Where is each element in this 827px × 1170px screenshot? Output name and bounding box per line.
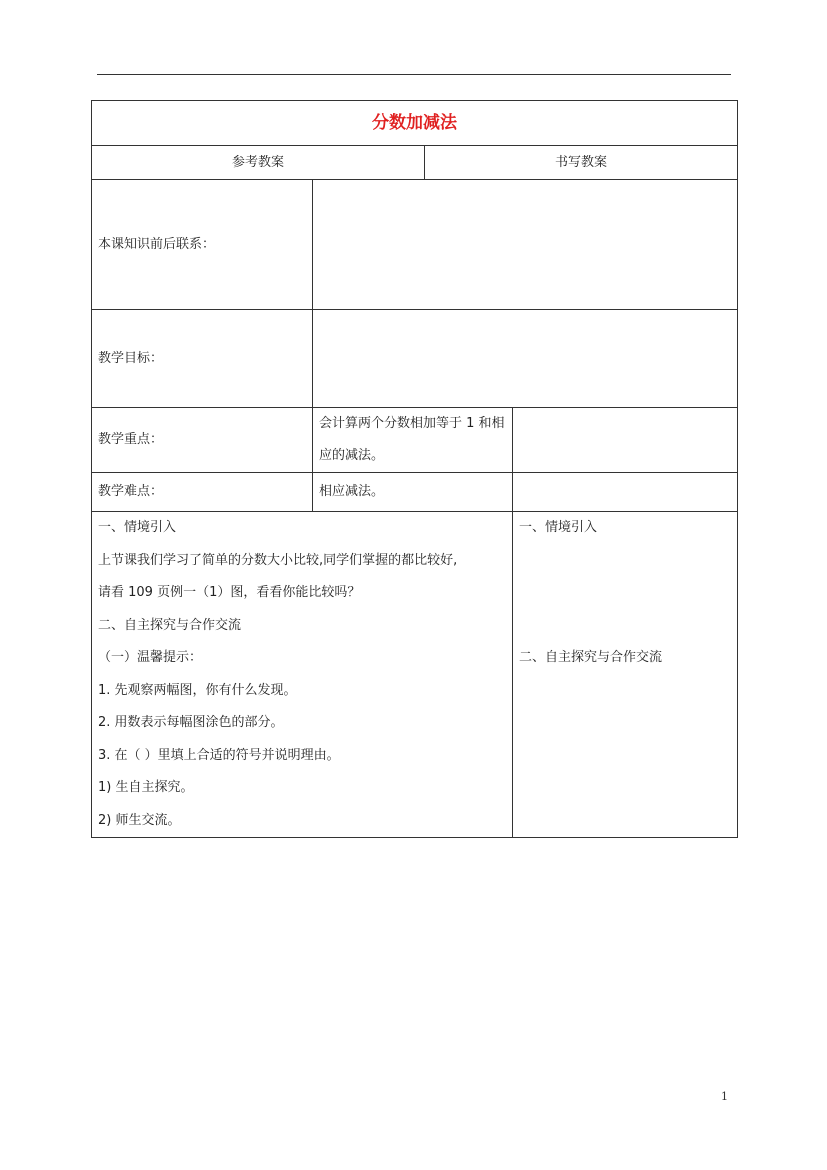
difficulty-label: 教学难点： — [92, 473, 313, 512]
main-content-cell — [92, 512, 513, 838]
content-line: 二、自主探究与合作交流 — [98, 617, 242, 633]
content-line: 2. 用数表示每幅图涂色的部分。 — [98, 715, 284, 730]
content-line: 3. 在（ ）里填上合适的符号并说明理由。 — [98, 747, 340, 763]
key-label: 教学重点： — [92, 408, 313, 473]
content-line: 上节课我们学习了简单的分数大小比较,同学们掌握的都比较好, — [98, 552, 458, 568]
column-header-reference: 参考教案 — [92, 146, 425, 180]
key-content: 会计算两个分数相加等于 1 和相应的减法。 — [313, 408, 513, 473]
difficulty-content: 相应减法。 — [313, 473, 513, 512]
header-rule — [97, 74, 731, 75]
page-number: 1 — [721, 1090, 728, 1103]
difficulty-writing-cell — [513, 473, 738, 512]
goal-content-cell — [313, 310, 738, 408]
content-line: 一、情境引入 — [98, 520, 177, 535]
content-line: 请看 109 页例一（1）图，看看你能比较吗？ — [98, 585, 361, 600]
connection-content-cell — [313, 180, 738, 310]
side-spacer — [519, 545, 731, 642]
content-line: 2) 师生交流。 — [98, 812, 181, 828]
key-writing-cell — [513, 408, 738, 473]
lesson-plan-table — [91, 100, 738, 838]
content-line: 1. 先观察两幅图，你有什么发现。 — [98, 682, 297, 698]
content-line: （一）温馨提示： — [98, 650, 203, 665]
connection-label: 本课知识前后联系： — [92, 180, 313, 310]
side-heading-intro: 一、情境引入 — [519, 520, 598, 535]
side-heading-explore: 二、自主探究与合作交流 — [519, 649, 663, 665]
column-header-writing: 书写教案 — [425, 146, 738, 180]
goal-label: 教学目标： — [92, 310, 313, 408]
document-title: 分数加减法 — [92, 101, 738, 146]
content-line: 1) 生自主探究。 — [98, 780, 194, 795]
side-content-cell — [513, 512, 738, 838]
